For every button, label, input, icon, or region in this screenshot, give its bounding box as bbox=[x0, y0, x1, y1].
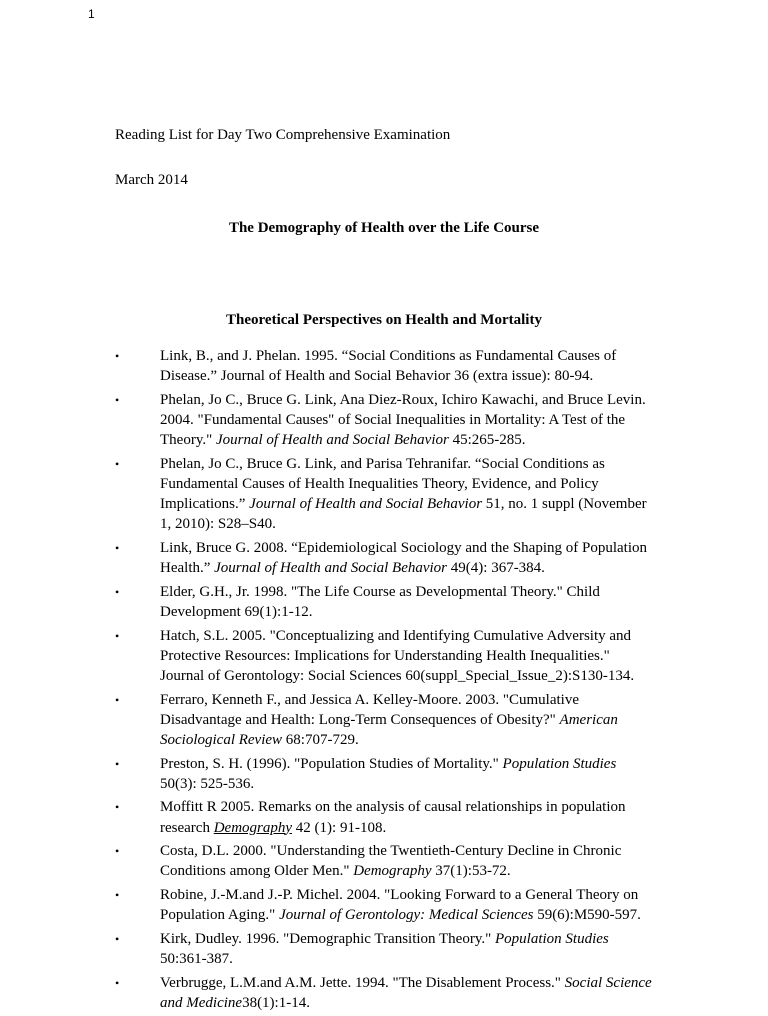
journal-name: Journal of Health and Social Behavior bbox=[214, 560, 448, 577]
document-date: March 2014 bbox=[115, 172, 188, 188]
reference-citation: 45:265-285. bbox=[448, 432, 526, 449]
bullet-icon: • bbox=[115, 844, 120, 859]
reference-text: Elder, G.H., Jr. 1998. "The Life Course as Developmental Theory." Child Development 69(1):1-12. bbox=[160, 583, 600, 620]
journal-name: Demography bbox=[353, 863, 432, 880]
reference-text: Kirk, Dudley. 1996. "Demographic Transition Theory." bbox=[160, 930, 495, 947]
journal-name: Journal of Gerontology: Medical Sciences bbox=[279, 907, 534, 924]
journal-name: Social Science and Medicine bbox=[160, 974, 652, 1011]
journal-name: Journal of Health and Social Behavior bbox=[215, 432, 449, 449]
reference-item bbox=[115, 929, 655, 969]
bullet-icon: • bbox=[115, 692, 120, 707]
reference-citation: 37(1):53-72. bbox=[431, 863, 511, 880]
reference-item bbox=[115, 390, 655, 451]
reference-text: Link, Bruce G. 2008. “Epidemiological Sociology and the Shaping of Population Health.” bbox=[160, 540, 648, 577]
journal-name: Demography bbox=[213, 819, 293, 836]
reference-item bbox=[115, 690, 655, 751]
reference-item bbox=[115, 885, 655, 925]
reference-item bbox=[115, 797, 655, 837]
journal-name: Population Studies bbox=[495, 930, 609, 947]
reference-item bbox=[115, 626, 655, 687]
reference-item bbox=[115, 454, 655, 535]
reference-text: Phelan, Jo C., Bruce G. Link, and Parisa Tehranifar. “Social Conditions as Fundamental Causes of Health Inequalities Theory, Evidence, and Policy Implications.” bbox=[160, 455, 605, 513]
reference-text: Hatch, S.L. 2005. "Conceptualizing and Identifying Cumulative Adversity and Protective Resources: Implications for Understanding Health Inequalities." Journal of Gerontology: Social Sciences 60(suppl_Special_Issue_2):S130-134. bbox=[160, 627, 635, 684]
reference-text: Moffitt R 2005. Remarks on the analysis of causal relationships in population research bbox=[160, 799, 626, 836]
reference-text: Robine, J.-M.and J.-P. Michel. 2004. "Looking Forward to a General Theory on Population Aging." bbox=[160, 886, 639, 924]
section-title: Theoretical Perspectives on Health and Mortality bbox=[226, 312, 542, 328]
bullet-icon: • bbox=[115, 887, 120, 902]
reference-item bbox=[115, 538, 655, 578]
document-title: The Demography of Health over the Life Course bbox=[228, 220, 540, 236]
reference-text: Phelan, Jo C., Bruce G. Link, Ana Diez-Roux, Ichiro Kawachi, and Bruce Levin. 2004. "Fundamental Causes" of Social Inequalities in Mortality: A Test of the Theory." bbox=[160, 391, 646, 449]
reference-citation: 49(4): 367-384. bbox=[447, 560, 545, 577]
document-heading: Reading List for Day Two Comprehensive Examination bbox=[115, 127, 451, 143]
bullet-icon: • bbox=[115, 800, 120, 815]
reference-citation: 50(3): 525-536. bbox=[160, 775, 255, 792]
reference-citation: 68:707-729. bbox=[282, 732, 359, 748]
reference-item bbox=[115, 346, 655, 386]
journal-name: Journal of Health and Social Behavior bbox=[249, 496, 483, 513]
reference-text: Ferraro, Kenneth F., and Jessica A. Kelley-Moore. 2003. "Cumulative Disadvantage and Health: Long-Term Consequences of Obesity?" bbox=[160, 691, 579, 728]
bullet-icon: • bbox=[115, 628, 120, 643]
reference-citation: 42 (1): 91-108. bbox=[292, 819, 387, 836]
reference-item bbox=[115, 973, 655, 1013]
bullet-icon: • bbox=[115, 931, 120, 946]
bullet-icon: • bbox=[115, 349, 120, 363]
bullet-icon: • bbox=[115, 456, 120, 471]
bullet-icon: • bbox=[115, 756, 120, 771]
reference-citation: 51, no. 1 suppl (November 1, 2010): S28–S40. bbox=[160, 496, 647, 533]
journal-name: American Sociological Review bbox=[160, 711, 618, 748]
reference-item bbox=[115, 841, 655, 881]
bullet-icon: • bbox=[115, 392, 120, 407]
reference-citation: 59(6):M590-597. bbox=[533, 907, 641, 924]
bullet-icon: • bbox=[115, 541, 120, 555]
reference-text: Costa, D.L. 2000. "Understanding the Twentieth-Century Decline in Chronic Conditions among Older Men." bbox=[160, 843, 622, 880]
bullet-icon: • bbox=[115, 584, 120, 599]
reference-text: Preston, S. H. (1996). "Population Studies of Mortality." bbox=[160, 755, 503, 772]
reading-list bbox=[115, 346, 655, 1016]
page-number: 1 bbox=[88, 7, 95, 21]
journal-name: Population Studies bbox=[502, 755, 617, 772]
reference-citation: 50:361-387. bbox=[160, 950, 233, 967]
reference-text: Link, B., and J. Phelan. 1995. “Social Conditions as Fundamental Causes of Disease.” Journal of Health and Social Behavior 36 (extra issue): 80-94. bbox=[160, 348, 617, 385]
reference-item bbox=[115, 582, 655, 622]
reference-item bbox=[115, 754, 655, 794]
reference-citation: 38(1):1-14. bbox=[242, 994, 310, 1011]
bullet-icon: • bbox=[115, 975, 120, 990]
reference-text: Verbrugge, L.M.and A.M. Jette. 1994. "The Disablement Process." bbox=[160, 974, 565, 991]
